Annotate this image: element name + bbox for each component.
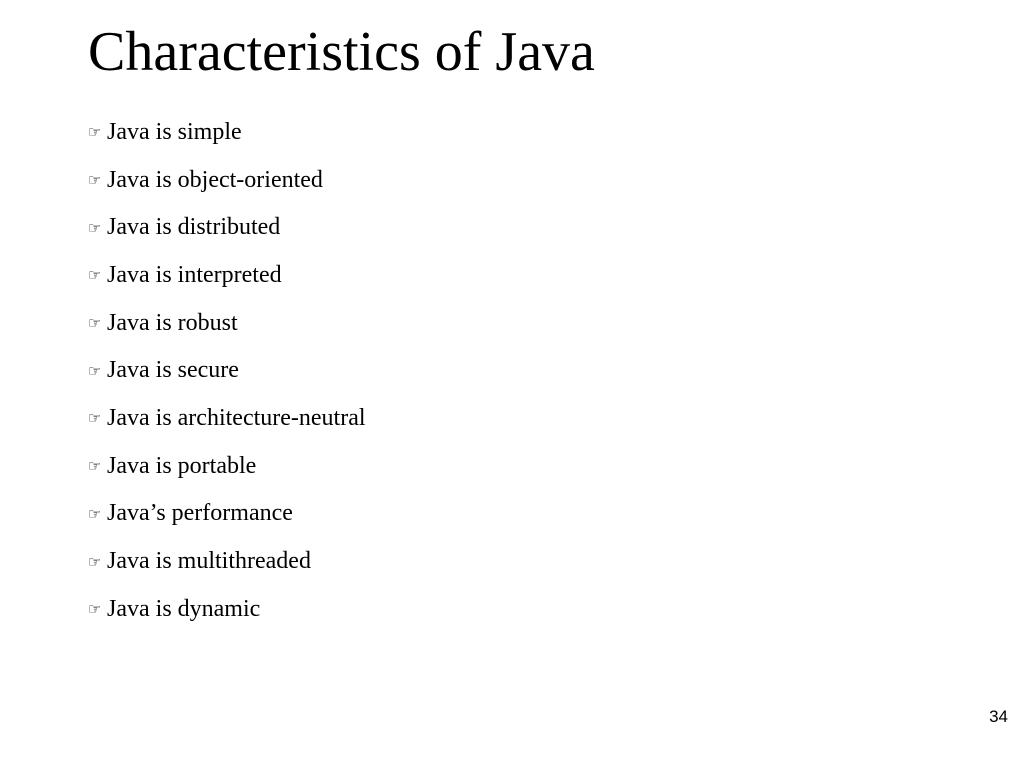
- pointing-hand-icon: ☞: [88, 457, 102, 476]
- list-item: [88, 442, 366, 490]
- list-item: [88, 251, 366, 299]
- list-item: [88, 346, 366, 394]
- pointing-hand-icon: ☞: [88, 123, 102, 142]
- pointing-hand-icon: ☞: [88, 218, 102, 237]
- list-item: [88, 490, 366, 538]
- pointing-hand-icon: ☞: [88, 600, 102, 619]
- pointing-hand-icon: ☞: [88, 314, 102, 333]
- list-item-text: Java is portable: [107, 452, 257, 479]
- pointing-hand-icon: ☞: [88, 171, 102, 190]
- pointing-hand-icon: ☞: [88, 504, 102, 523]
- list-item-text: Java is object-oriented: [107, 166, 323, 193]
- bullet-list: [88, 108, 366, 633]
- list-item: [88, 585, 366, 633]
- list-item-text: Java’s performance: [107, 500, 293, 527]
- list-item-text: Java is architecture-neutral: [107, 404, 366, 431]
- list-item-text: Java is simple: [107, 118, 242, 145]
- list-item-text: Java is multithreaded: [107, 548, 311, 575]
- list-item-text: Java is dynamic: [107, 595, 261, 622]
- list-item-text: Java is interpreted: [107, 261, 282, 288]
- list-item: [88, 537, 366, 585]
- list-item: [88, 394, 366, 442]
- list-item-text: Java is robust: [107, 309, 238, 336]
- pointing-hand-icon: ☞: [88, 552, 102, 571]
- pointing-hand-icon: ☞: [88, 409, 102, 428]
- list-item-text: Java is distributed: [107, 214, 281, 241]
- list-item-text: Java is secure: [107, 357, 239, 384]
- list-item: [88, 108, 366, 156]
- page-number: 34: [989, 707, 1008, 726]
- pointing-hand-icon: ☞: [88, 361, 102, 380]
- slide-title: Characteristics of Java: [88, 21, 595, 83]
- list-item: [88, 156, 366, 204]
- list-item: [88, 203, 366, 251]
- list-item: [88, 299, 366, 347]
- pointing-hand-icon: ☞: [88, 266, 102, 285]
